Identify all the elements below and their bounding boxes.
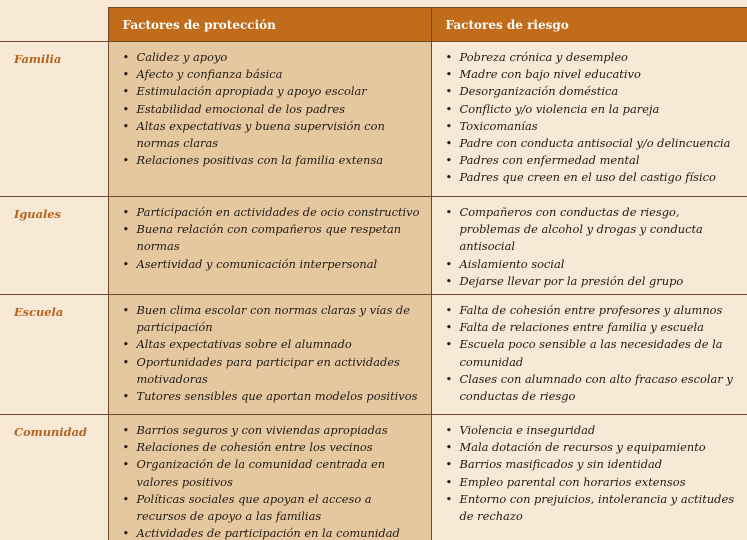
list-item: • Toxicomanías: [445, 118, 538, 133]
list-item: • Pobreza crónica y desempleo: [445, 50, 628, 64]
header-blank-cell: [0, 8, 108, 42]
list-item: • Padre con conducta antisocial y/o delincuencia: [445, 136, 731, 151]
list-item: • Padres con enfermedad mental: [445, 153, 640, 168]
risk-cell: [431, 42, 747, 197]
list-item: • Padres que creen en el uso del castigo físico: [445, 170, 716, 185]
protection-cell: [108, 197, 431, 295]
protection-cell: [108, 295, 431, 415]
table-row: [0, 197, 747, 295]
list-item: • Altas expectativas y buena supervisión con normas claras: [122, 118, 385, 151]
list-item: • Asertividad y comunicación interpersonal: [122, 256, 378, 271]
list-item: • Compañeros con conductas de riesgo, problemas de alcohol y drogas y conducta antisocial: [445, 205, 703, 254]
category-label: Iguales: [0, 197, 108, 295]
list-item: • Organización de la comunidad centrada en valores positivos: [122, 457, 386, 489]
list-item: • Oportunidades para participar en actividades motivadoras: [122, 354, 400, 386]
list-item: • Dejarse llevar por la presión del grupo: [445, 273, 684, 288]
category-label: Comunidad: [0, 415, 108, 540]
list-item: • Empleo parental con horarios extensos: [445, 474, 686, 489]
list-item: • Calidez y apoyo: [122, 50, 228, 64]
list-item: • Altas expectativas sobre el alumnado: [122, 337, 352, 352]
list-item: • Desorganización doméstica: [445, 84, 619, 99]
risk-list: [446, 49, 742, 187]
table-row: [0, 415, 747, 540]
table-row: [0, 42, 747, 197]
list-item: • Tutores sensibles que aportan modelos positivos: [122, 389, 418, 404]
list-item: • Barrios masificados y sin identidad: [445, 457, 663, 472]
list-item: • Mala dotación de recursos y equipamiento: [445, 440, 706, 455]
protection-cell: [108, 415, 431, 540]
list-item: • Buen clima escolar con normas claras y vías de participación: [122, 303, 410, 335]
list-item: • Estabilidad emocional de los padres: [122, 101, 345, 116]
protection-list: [123, 302, 423, 405]
list-item: • Políticas sociales que apoyan el acceso a recursos de apoyo a las familias: [122, 491, 372, 524]
header-protection: Factores de protección: [108, 8, 431, 42]
header-risk: Factores de riesgo: [431, 8, 747, 42]
protection-cell: [108, 42, 431, 197]
category-label: Familia: [0, 42, 108, 197]
list-item: • Relaciones positivas con la familia extensa: [122, 153, 384, 168]
list-item: • Estimulación apropiada y apoyo escolar: [122, 84, 367, 99]
table-row: [0, 295, 747, 415]
list-item: • Madre con bajo nivel educativo: [445, 67, 641, 82]
category-label: Escuela: [0, 295, 108, 415]
list-item: • Barrios seguros y con viviendas apropiadas: [122, 423, 388, 438]
list-item: • Relaciones de cohesión entre los vecinos: [122, 440, 373, 455]
risk-cell: [431, 197, 747, 295]
list-item: • Participación en actividades de ocio constructivo: [122, 205, 420, 219]
risk-cell: [431, 295, 747, 415]
list-item: • Buena relación con compañeros que respetan normas: [122, 222, 402, 254]
protection-list: [123, 422, 423, 540]
list-item: • Violencia e inseguridad: [445, 423, 596, 438]
risk-cell: [431, 415, 747, 540]
list-item: • Afecto y confianza básica: [122, 67, 283, 82]
list-item: • Actividades de participación en la comunidad: [122, 526, 400, 540]
list-item: • Entorno con prejuicios, intolerancia y actitudes de rechazo: [445, 491, 735, 524]
list-item: • Clases con alumnado con alto fracaso escolar y conductas de riesgo: [445, 371, 733, 404]
risk-list: [446, 302, 742, 405]
list-item: • Escuela poco sensible a las necesidades de la comunidad: [445, 337, 723, 369]
protection-list: [123, 204, 423, 273]
list-item: • Conflicto y/o violencia en la pareja: [445, 101, 660, 116]
list-item: • Falta de relaciones entre familia y escuela: [445, 320, 704, 335]
risk-list: [446, 204, 742, 290]
list-item: • Aislamiento social: [445, 256, 565, 271]
table-header: [0, 8, 747, 42]
risk-list: [446, 422, 742, 525]
factors-table: [0, 7, 747, 540]
protection-list: [123, 49, 423, 169]
list-item: • Falta de cohesión entre profesores y alumnos: [445, 303, 723, 318]
